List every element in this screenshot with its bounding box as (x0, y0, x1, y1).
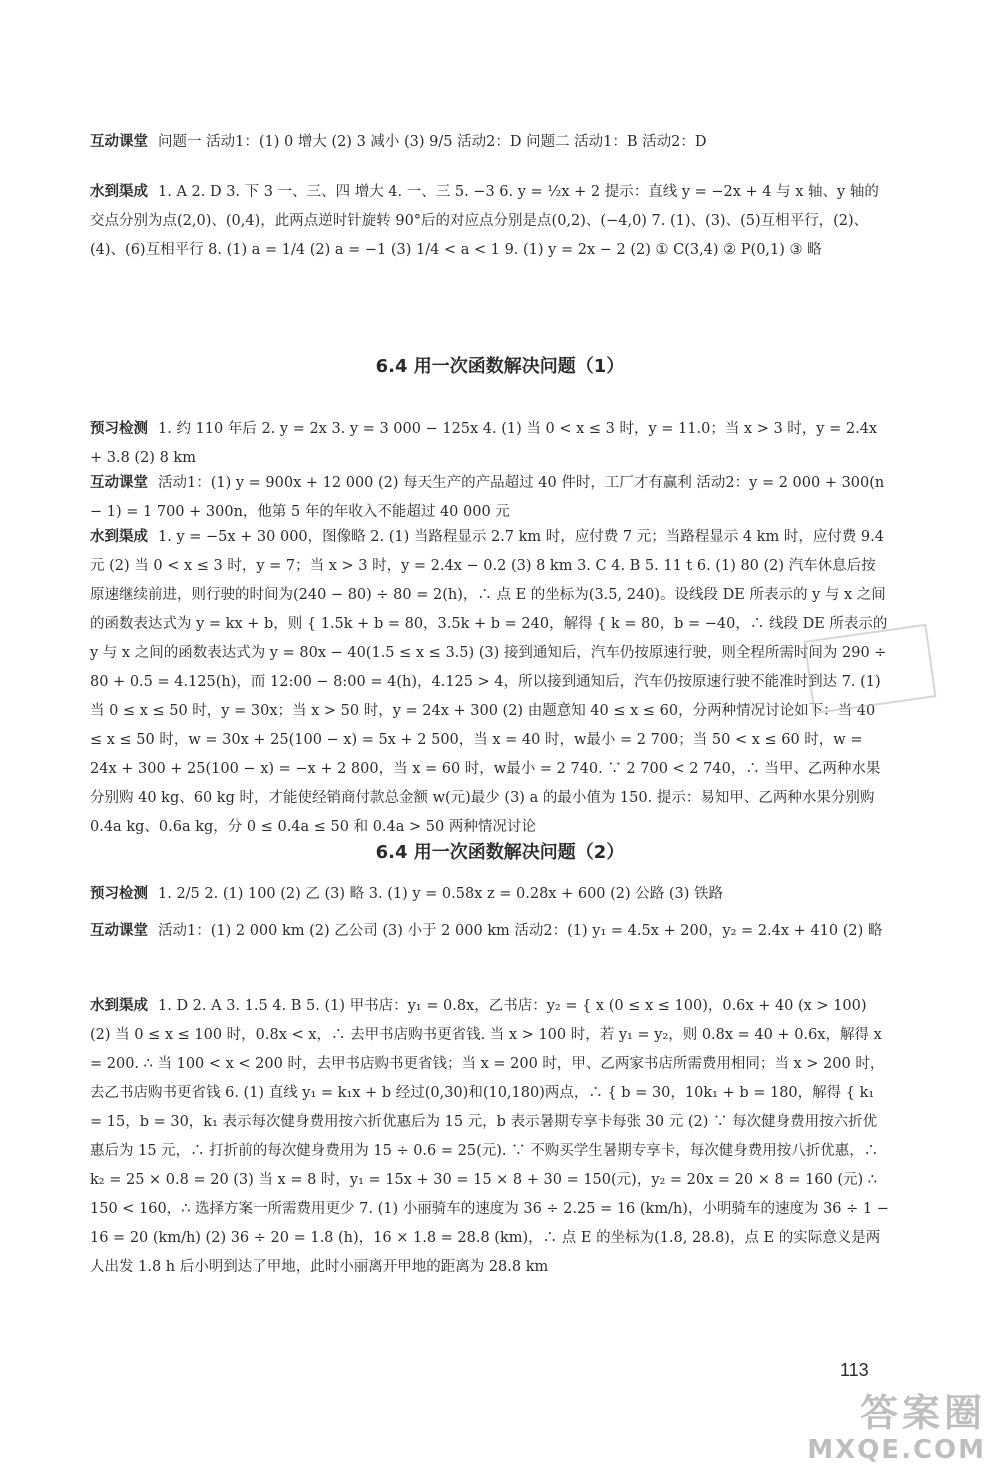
watermark-line1: 答案圈 (859, 1391, 986, 1435)
watermark-line2: MXQE.COM (807, 1434, 986, 1465)
answer-text: 1. y = −5x + 30 000，图像略 2. (1) 当路程显示 2.7 km 时，应付费 7 元；当路程显示 4 km 时，应付费 9.4 元 (2) 当 0 < x ≤ 3 时，y = 7；当 x > 3 时，y = 2.4x − 0.2 (3) 8 km 3. C 4. B 5. 11 t 6. (1) 80 (2) 汽车休息后按原速继续前进，则行驶的时间为(240 − 80) ÷ 80 = 2(h)，∴ 点 E 的坐标为(3.5, 240)。设线段 DE 所表示的 y 与 x 之间的函数表达式为 y = kx + b，则 { 1.5k + b = 80，3.5k + b = 240，解得 { k = 80，b = −40，∴ 线段 DE 所表示的 y 与 x 之间的函数表达式为 y = 80x − 40(1.5 ≤ x ≤ 3.5) (3) 接到通知后，汽车仍按原速行驶，则全程所需时间为 290 ÷ 80 + 0.5 = 4.125(h)，而 12:00 − 8:00 = 4(h)，4.125 > 4，所以接到通知后，汽车仍按原速行驶不能准时到达 7. (1) 当 0 ≤ x ≤ 50 时，y = 30x；当 x > 50 时，y = 24x + 300 (2) 由题意知 40 ≤ x ≤ 60，分两种情况讨论如下：当 40 ≤ x ≤ 50 时，w = 30x + 25(100 − x) = 5x + 2 500，当 x = 40 时，w最小 = 2 700；当 50 < x ≤ 60 时，w = 24x + 300 + 25(100 − x) = −x + 2 800，当 x = 60 时，w最小 = 2 740. ∵ 2 700 < 2 740，∴ 当甲、乙两种水果分别购 40 kg、60 kg 时，才能使经销商付款总金额 w(元)最少 (3) a 的最小值为 150. 提示：易知甲、乙两种水果分别购 0.4a kg、0.6a kg，分 0 ≤ 0.4a ≤ 50 和 0.4a > 50 两种情况讨论 (90, 529, 888, 835)
paragraph-hudong-3 (90, 917, 890, 946)
answer-text: 1. 2/5 2. (1) 100 (2) 乙 (3) 略 3. (1) y = 0.58x z = 0.28x + 600 (2) 公路 (3) 铁路 (158, 886, 724, 902)
paragraph-hudong-2 (90, 469, 890, 527)
label-shuidao: 水到渠成 (90, 998, 148, 1014)
paragraph-hudong-1 (90, 128, 890, 157)
answer-text: 活动1：(1) 2 000 km (2) 乙公司 (3) 小于 2 000 km 活动2：(1) y₁ = 4.5x + 200，y₂ = 2.4x + 410 (2) 略 (158, 923, 883, 939)
label-hudong: 互动课堂 (90, 134, 148, 150)
watermark-logo (807, 1392, 986, 1466)
label-shuidao: 水到渠成 (90, 529, 148, 545)
answer-text: 活动1：(1) y = 900x + 12 000 (2) 每天生产的产品超过 40 件时，工厂才有赢利 活动2：y = 2 000 + 300(n − 1) = 1 700 + 300n，他第 5 年的年收入不能超过 40 000 元 (90, 475, 885, 520)
paragraph-shuidao-2 (90, 523, 890, 842)
label-hudong: 互动课堂 (90, 475, 148, 491)
label-shuidao: 水到渠成 (90, 184, 148, 200)
answer-text: 1. 约 110 年后 2. y = 2x 3. y = 3 000 − 125x 4. (1) 当 0 < x ≤ 3 时，y = 11.0；当 x > 3 时，y = 2.4x + 3.8 (2) 8 km (90, 421, 878, 466)
section-title-2: 6.4 用一次函数解决问题（2） (375, 842, 625, 863)
section-title-1: 6.4 用一次函数解决问题（1） (375, 356, 625, 377)
answer-text: 问题一 活动1：(1) 0 增大 (2) 3 减小 (3) 9/5 活动2：D 问题二 活动1：B 活动2：D (158, 134, 707, 150)
paragraph-shuidao-3 (90, 992, 890, 1282)
paragraph-yuxi-2 (90, 880, 890, 909)
answer-text: 1. D 2. A 3. 1.5 4. B 5. (1) 甲书店：y₁ = 0.8x，乙书店：y₂ = { x (0 ≤ x ≤ 100)，0.6x + 40 (x > 100) (2) 当 0 ≤ x ≤ 100 时，0.8x < x，∴ 去甲书店购书更省钱. 当 x > 100 时，若 y₁ = y₂，则 0.8x = 40 + 0.6x，解得 x = 200. ∴ 当 100 < x < 200 时，去甲书店购书更省钱；当 x = 200 时，甲、乙两家书店所需费用相同；当 x > 200 时，去乙书店购书更省钱 6. (1) 直线 y₁ = k₁x + b 经过(0,30)和(10,180)两点，∴ { b = 30，10k₁ + b = 180，解得 { k₁ = 15，b = 30，k₁ 表示每次健身费用按六折优惠后为 15 元，b 表示暑期专享卡每张 30 元 (2) ∵ 每次健身费用按六折优惠后为 15 元，∴ 打折前的每次健身费用为 15 ÷ 0.6 = 25(元). ∵ 不购买学生暑期专享卡，每次健身费用按八折优惠，∴ k₂ = 25 × 0.8 = 20 (3) 当 x = 8 时，y₁ = 15x + 30 = 15 × 8 + 30 = 150(元)，y₂ = 20x = 20 × 8 = 160 (元) ∴ 150 < 160，∴ 选择方案一所需费用更少 7. (1) 小丽骑车的速度为 36 ÷ 2.25 = 16 (km/h)，小明骑车的速度为 36 ÷ 1 − 16 = 20 (km/h) (2) 36 ÷ 20 = 1.8 (h)，16 × 1.8 = 28.8 (km)，∴ 点 E 的坐标为(1.8, 28.8)，点 E 的实际意义是两人出发 1.8 h 后小明到达了甲地，此时小丽离开甲地的距离为 28.8 km (90, 998, 889, 1275)
paragraph-yuxi-1 (90, 415, 890, 473)
label-hudong: 互动课堂 (90, 923, 148, 939)
label-yuxi: 预习检测 (90, 886, 148, 902)
page-number: 113 (840, 1360, 869, 1380)
answer-text: 1. A 2. D 3. 下 3 一、三、四 增大 4. 一、三 5. −3 6. y = ½x + 2 提示：直线 y = −2x + 4 与 x 轴、y 轴的交点分别为点(2,0)、(0,4)，此两点逆时针旋转 90°后的对应点分别是点(0,2)、(−4,0) 7. (1)、(3)、(5)互相平行，(2)、(4)、(6)互相平行 8. (1) a = 1/4 (2) a = −1 (3) 1/4 < a < 1 9. (1) y = 2x − 2 (2) ① C(3,4) ② P(0,1) ③ 略 (90, 184, 879, 258)
stamp-mark (803, 624, 936, 715)
paragraph-shuidao-1 (90, 178, 890, 265)
label-yuxi: 预习检测 (90, 421, 148, 437)
